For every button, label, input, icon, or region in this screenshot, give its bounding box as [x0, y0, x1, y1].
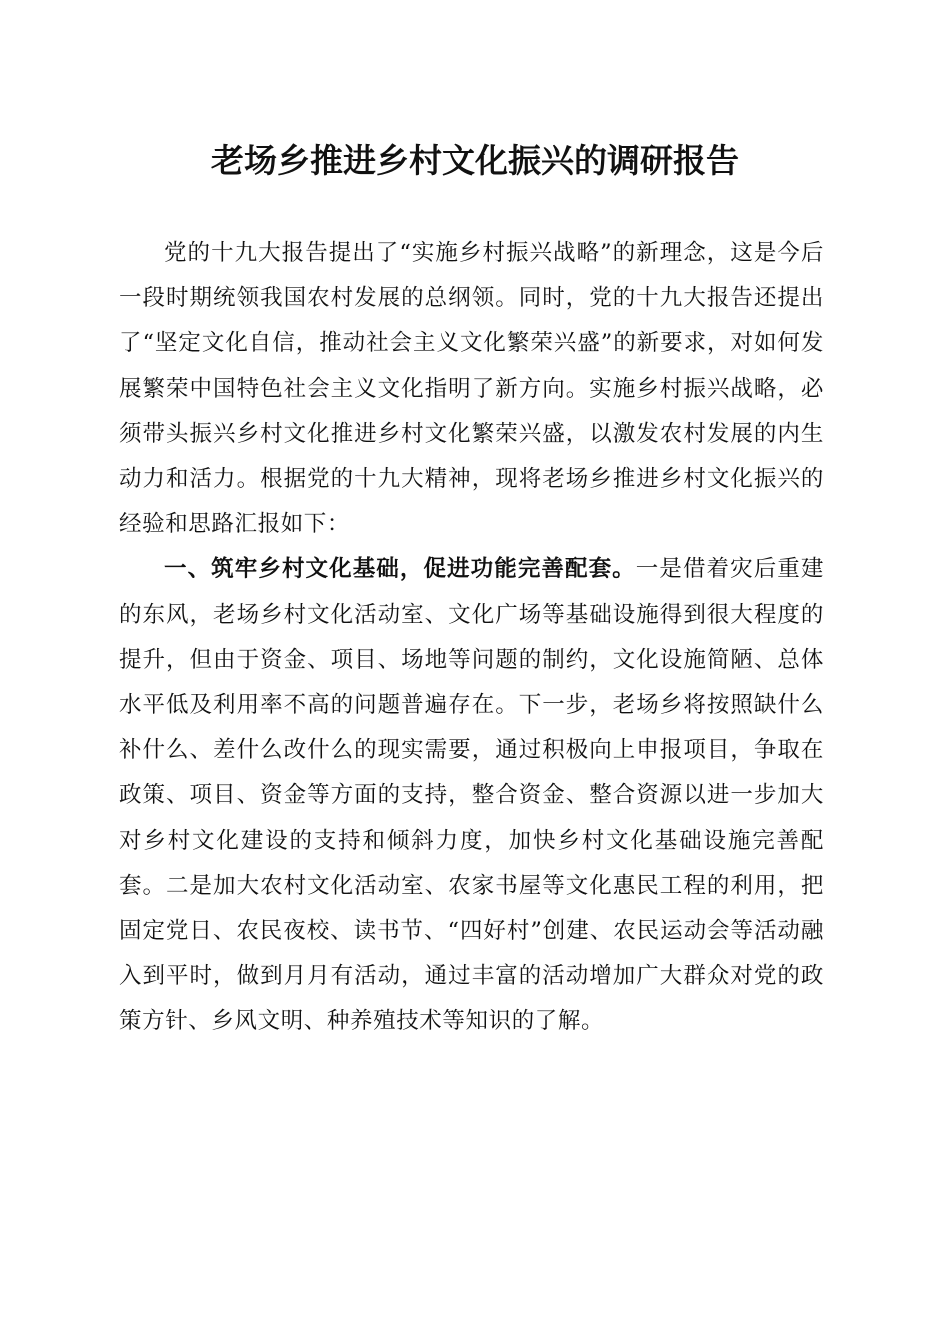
document-body [119, 231, 824, 1045]
section-one-text: 一是借着灾后重建的东风，老场乡村文化活动室、文化广场等基础设施得到很大程度的提升，但由于资金、项目、场地等问题的制约，文化设施简陋、总体水平低及利用率不高的问题普遍存在。下一步，老场乡将按照缺什么补什么、差什么改什么的现实需要，通过积极向上申报项目，争取在政策、项目、资金等方面的支持，整合资金、整合资源以进一步加大对乡村文化建设的支持和倾斜力度，加快乡村文化基础设施完善配套。二是加大农村文化活动室、农家书屋等文化惠民工程的利用，把固定党日、农民夜校、读书节、“四好村”创建、农民运动会等活动融入到平时，做到月月有活动，通过丰富的活动增加广大群众对党的政策方针、乡风文明、种养殖技术等知识的了解。 [119, 556, 824, 1035]
document-title: 老场乡推进乡村文化振兴的调研报告 [211, 141, 739, 180]
intro-paragraph [119, 231, 824, 547]
section-one-paragraph [119, 547, 824, 1044]
intro-paragraph-text: 党的十九大报告提出了“实施乡村振兴战略”的新理念，这是今后一段时期统领我国农村发展的总纲领。同时，党的十九大报告还提出了“坚定文化自信，推动社会主义文化繁荣兴盛”的新要求，对如何发展繁荣中国特色社会主义文化指明了新方向。实施乡村振兴战略，必须带头振兴乡村文化推进乡村文化繁荣兴盛，以激发农村发展的内生动力和活力。根据党的十九大精神，现将老场乡推进乡村文化振兴的经验和思路汇报如下： [119, 240, 824, 538]
section-one-heading: 一、筑牢乡村文化基础，促进功能完善配套。 [164, 556, 636, 583]
